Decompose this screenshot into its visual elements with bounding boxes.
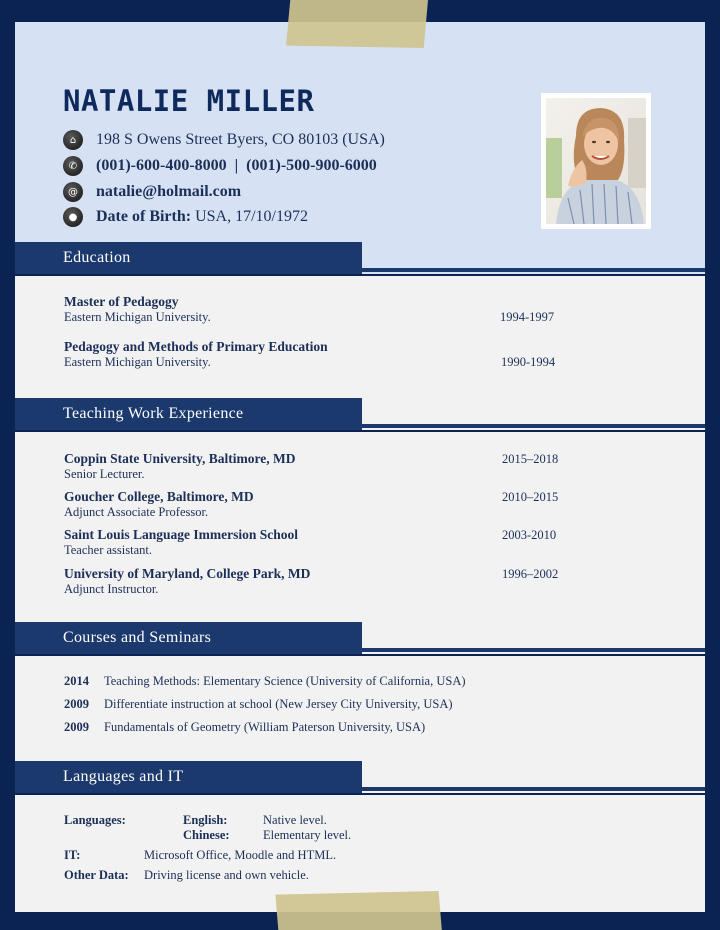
dob-value: USA, 17/10/1972 [191, 208, 308, 225]
job-title: University of Maryland, College Park, MD [64, 566, 311, 581]
phone-row [63, 154, 377, 178]
job-role: Adjunct Associate Professor. [64, 505, 209, 519]
section-rule-thin [15, 793, 705, 795]
section-rule-thin [15, 430, 705, 432]
education-title: Pedagogy and Methods of Primary Education [64, 339, 328, 354]
course-text: Teaching Methods: Elementary Science (University of California, USA) [104, 674, 466, 688]
education-years: 1990-1994 [501, 355, 556, 369]
english-label: English: [183, 813, 228, 827]
job-title: Coppin State University, Baltimore, MD [64, 451, 296, 466]
address-row [63, 128, 385, 152]
section-rule-thin [15, 654, 705, 656]
dob-row [63, 205, 308, 229]
person-icon: ● [63, 207, 83, 227]
phone-icon: ✆ [63, 156, 83, 176]
candidate-name: NATALIE MILLER [63, 84, 315, 118]
job-title: Goucher College, Baltimore, MD [64, 489, 254, 504]
section-rule [362, 424, 705, 428]
experience-heading: Teaching Work Experience [15, 398, 362, 430]
other-data-label: Other Data: [64, 868, 129, 882]
job-years: 2010–2015 [502, 490, 559, 504]
job-role: Senior Lecturer. [64, 467, 145, 481]
education-years: 1994-1997 [500, 310, 555, 324]
english-value: Native level. [263, 813, 327, 827]
job-years: 1996–2002 [502, 567, 559, 581]
dob-label: Date of Birth: [96, 208, 192, 225]
section-rule [362, 648, 705, 652]
portrait-image [546, 98, 646, 224]
languages-heading: Languages and IT [15, 761, 362, 793]
job-title: Saint Louis Language Immersion School [64, 527, 299, 542]
course-text: Differentiate instruction at school (New Jersey City University, USA) [104, 697, 453, 711]
job-years: 2003-2010 [502, 528, 557, 542]
job-role: Teacher assistant. [64, 543, 152, 557]
section-rule [362, 268, 705, 272]
education-title: Master of Pedagogy [64, 294, 179, 309]
course-item [64, 720, 425, 735]
job-years: 2015–2018 [502, 452, 559, 466]
profile-photo [541, 93, 651, 229]
education-school: Eastern Michigan University. [64, 310, 211, 324]
course-year: 2009 [64, 720, 89, 734]
address-text: 198 S Owens Street Byers, CO 80103 (USA) [96, 131, 385, 148]
phone-text: (001)-600-400-8000 | (001)-500-900-6000 [96, 157, 377, 174]
chinese-value: Elementary level. [263, 828, 352, 842]
course-year: 2014 [64, 674, 89, 688]
resume-sheet [15, 22, 705, 912]
other-data-value: Driving license and own vehicle. [144, 868, 309, 882]
email-row [63, 180, 241, 204]
education-school: Eastern Michigan University. [64, 355, 211, 369]
tape-decoration-top [286, 0, 428, 48]
course-item [64, 674, 466, 689]
it-label: IT: [64, 848, 81, 862]
course-text: Fundamentals of Geometry (William Paterson University, USA) [104, 720, 426, 734]
it-value: Microsoft Office, Moodle and HTML. [144, 848, 337, 862]
tape-decoration-bottom [272, 891, 442, 930]
at-icon: @ [63, 182, 83, 202]
education-heading: Education [15, 242, 362, 274]
home-icon: ⌂ [63, 130, 83, 150]
chinese-label: Chinese: [183, 828, 230, 842]
job-role: Adjunct Instructor. [64, 582, 159, 596]
languages-label: Languages: [64, 813, 126, 827]
section-rule [362, 787, 705, 791]
course-year: 2009 [64, 697, 89, 711]
section-rule-thin [15, 274, 705, 276]
email-text[interactable]: natalie@holmail.com [96, 183, 242, 200]
course-item [64, 697, 453, 712]
courses-heading: Courses and Seminars [15, 622, 362, 654]
